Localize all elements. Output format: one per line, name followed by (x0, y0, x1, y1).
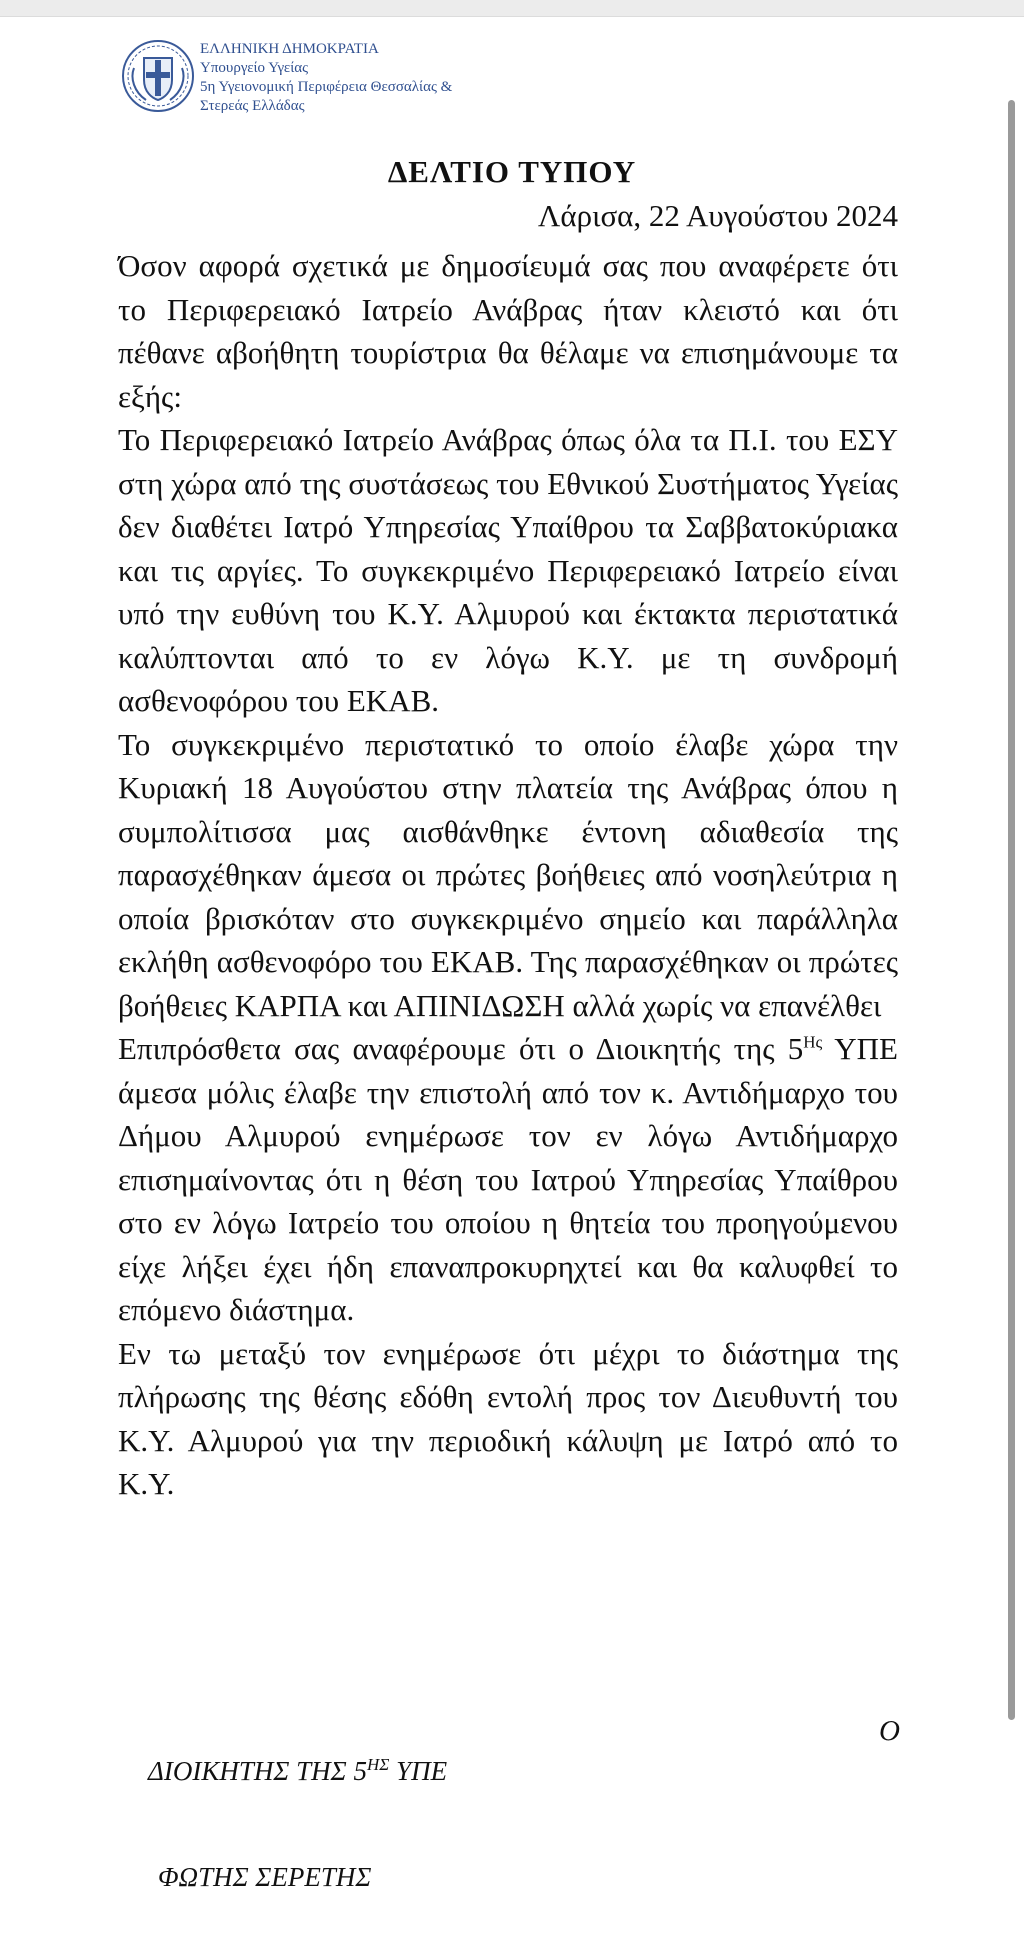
signature-title-superscript: ΗΣ (366, 1755, 390, 1774)
letterhead-region-cont: Στερεάς Ελλάδας (200, 98, 305, 114)
paragraph-4-start: Επιπρόσθετα σας αναφέρουμε ότι ο Διοικητής της 5 (118, 1031, 804, 1066)
document-body (118, 244, 898, 1506)
signature-title (148, 1756, 447, 1787)
paragraph-4 (118, 1027, 898, 1332)
paragraph-2: Το Περιφερειακό Ιατρείο Ανάβρας όπως όλα τα Π.Ι. του ΕΣΥ στη χώρα από της συστάσεως του Εθνικού Συστήματος Υγείας δεν διαθέτει Ιατρό Υπηρεσίας Υπαίθρου τα Σαββατοκύριακα και τις αργίες. Το συγκεκριμένο Περιφερειακό Ιατρείο είναι υπό την ευθύνη του Κ.Υ. Αλμυρού και έκτακτα περιστατικά καλύπτονται από το εν λόγω Κ.Υ. με τη συνδρομή ασθενοφόρου του ΕΚΑΒ. (118, 422, 898, 718)
document-date: Λάρισα, 22 Αυγούστου 2024 (537, 198, 898, 233)
paragraph-5: Εν τω μεταξύ τον ενημέρωσε ότι μέχρι το διάστημα της πλήρωσης της θέσης εδόθη εντολή προς τον Διευθυντή του Κ.Υ. Αλμυρού για την περιοδική κάλυψη με Ιατρό από το Κ.Υ. (118, 1335, 898, 1501)
browser-top-bar (0, 0, 1024, 17)
signature-name: ΦΩΤΗΣ ΣΕΡΕΤΗΣ (158, 1862, 372, 1892)
letterhead-text (200, 40, 452, 116)
paragraph-4-end: ΥΠΕ άμεσα μόλις έλαβε την επιστολή από τον κ. Αντιδήμαρχο του Δήμου Αλμυρού ενημέρωσε τον εν λόγω Αντιδήμαρχο επισημαίνοντας ότι η θέση του Ιατρού Υπηρεσίας Υπαίθρου στο εν λόγω Ιατρείο του οποίου η θητεία του προηγούμενου είχε λήξει έχει ήδη επαναπροκυρηχτεί και θα καλυφθεί το επόμενο διάστημα. (118, 1031, 898, 1327)
letterhead-ministry: Υπουργείο Υγείας (200, 60, 309, 76)
paragraph-4-superscript: Ης (803, 1032, 823, 1052)
paragraph-1: Όσον αφορά σχετικά με δημοσίευμά σας που αναφέρετε ότι το Περιφερειακό Ιατρείο Ανάβρας ήταν κλειστό και ότι πέθανε αβοήθητη τουρίστρια θα θέλαμε να επισημάνουμε τα εξής: (118, 248, 898, 414)
letterhead-country: ΕΛΛΗΝΙΚΗ ΔΗΜΟΚΡΑΤΙΑ (200, 41, 379, 57)
signature-article: Ο (879, 1715, 900, 1747)
greek-coat-of-arms-icon (120, 38, 196, 114)
document-title: ΔΕΛΤΙΟ ΤΥΠΟΥ (387, 154, 637, 189)
letterhead (120, 38, 540, 118)
signature-title-start: ΔΙΟΙΚΗΤΗΣ ΤΗΣ 5 (148, 1756, 367, 1786)
scrollbar[interactable] (1008, 100, 1015, 1720)
paragraph-3: Το συγκεκριμένο περιστατικό το οποίο έλαβε χώρα την Κυριακή 18 Αυγούστου στην πλατεία της Ανάβρας όπου η συμπολίτισσα μας αισθάνθηκε έντονη αδιαθεσία της παρασχέθηκαν άμεσα οι πρώτες βοήθειες από νοσηλεύτρια η οποία βρισκόταν στο συγκεκριμένο σημείο και παράλληλα εκλήθη ασθενοφόρο του ΕΚΑΒ. Της παρασχέθηκαν οι πρώτες βοήθειες ΚΑΡΠΑ και ΑΠΙΝΙΔΩΣΗ αλλά χωρίς να επανέλθει (118, 726, 898, 1023)
letterhead-region: 5η Υγειονομική Περιφέρεια Θεσσαλίας & (200, 79, 453, 95)
signature-title-end: ΥΠΕ (389, 1756, 448, 1786)
